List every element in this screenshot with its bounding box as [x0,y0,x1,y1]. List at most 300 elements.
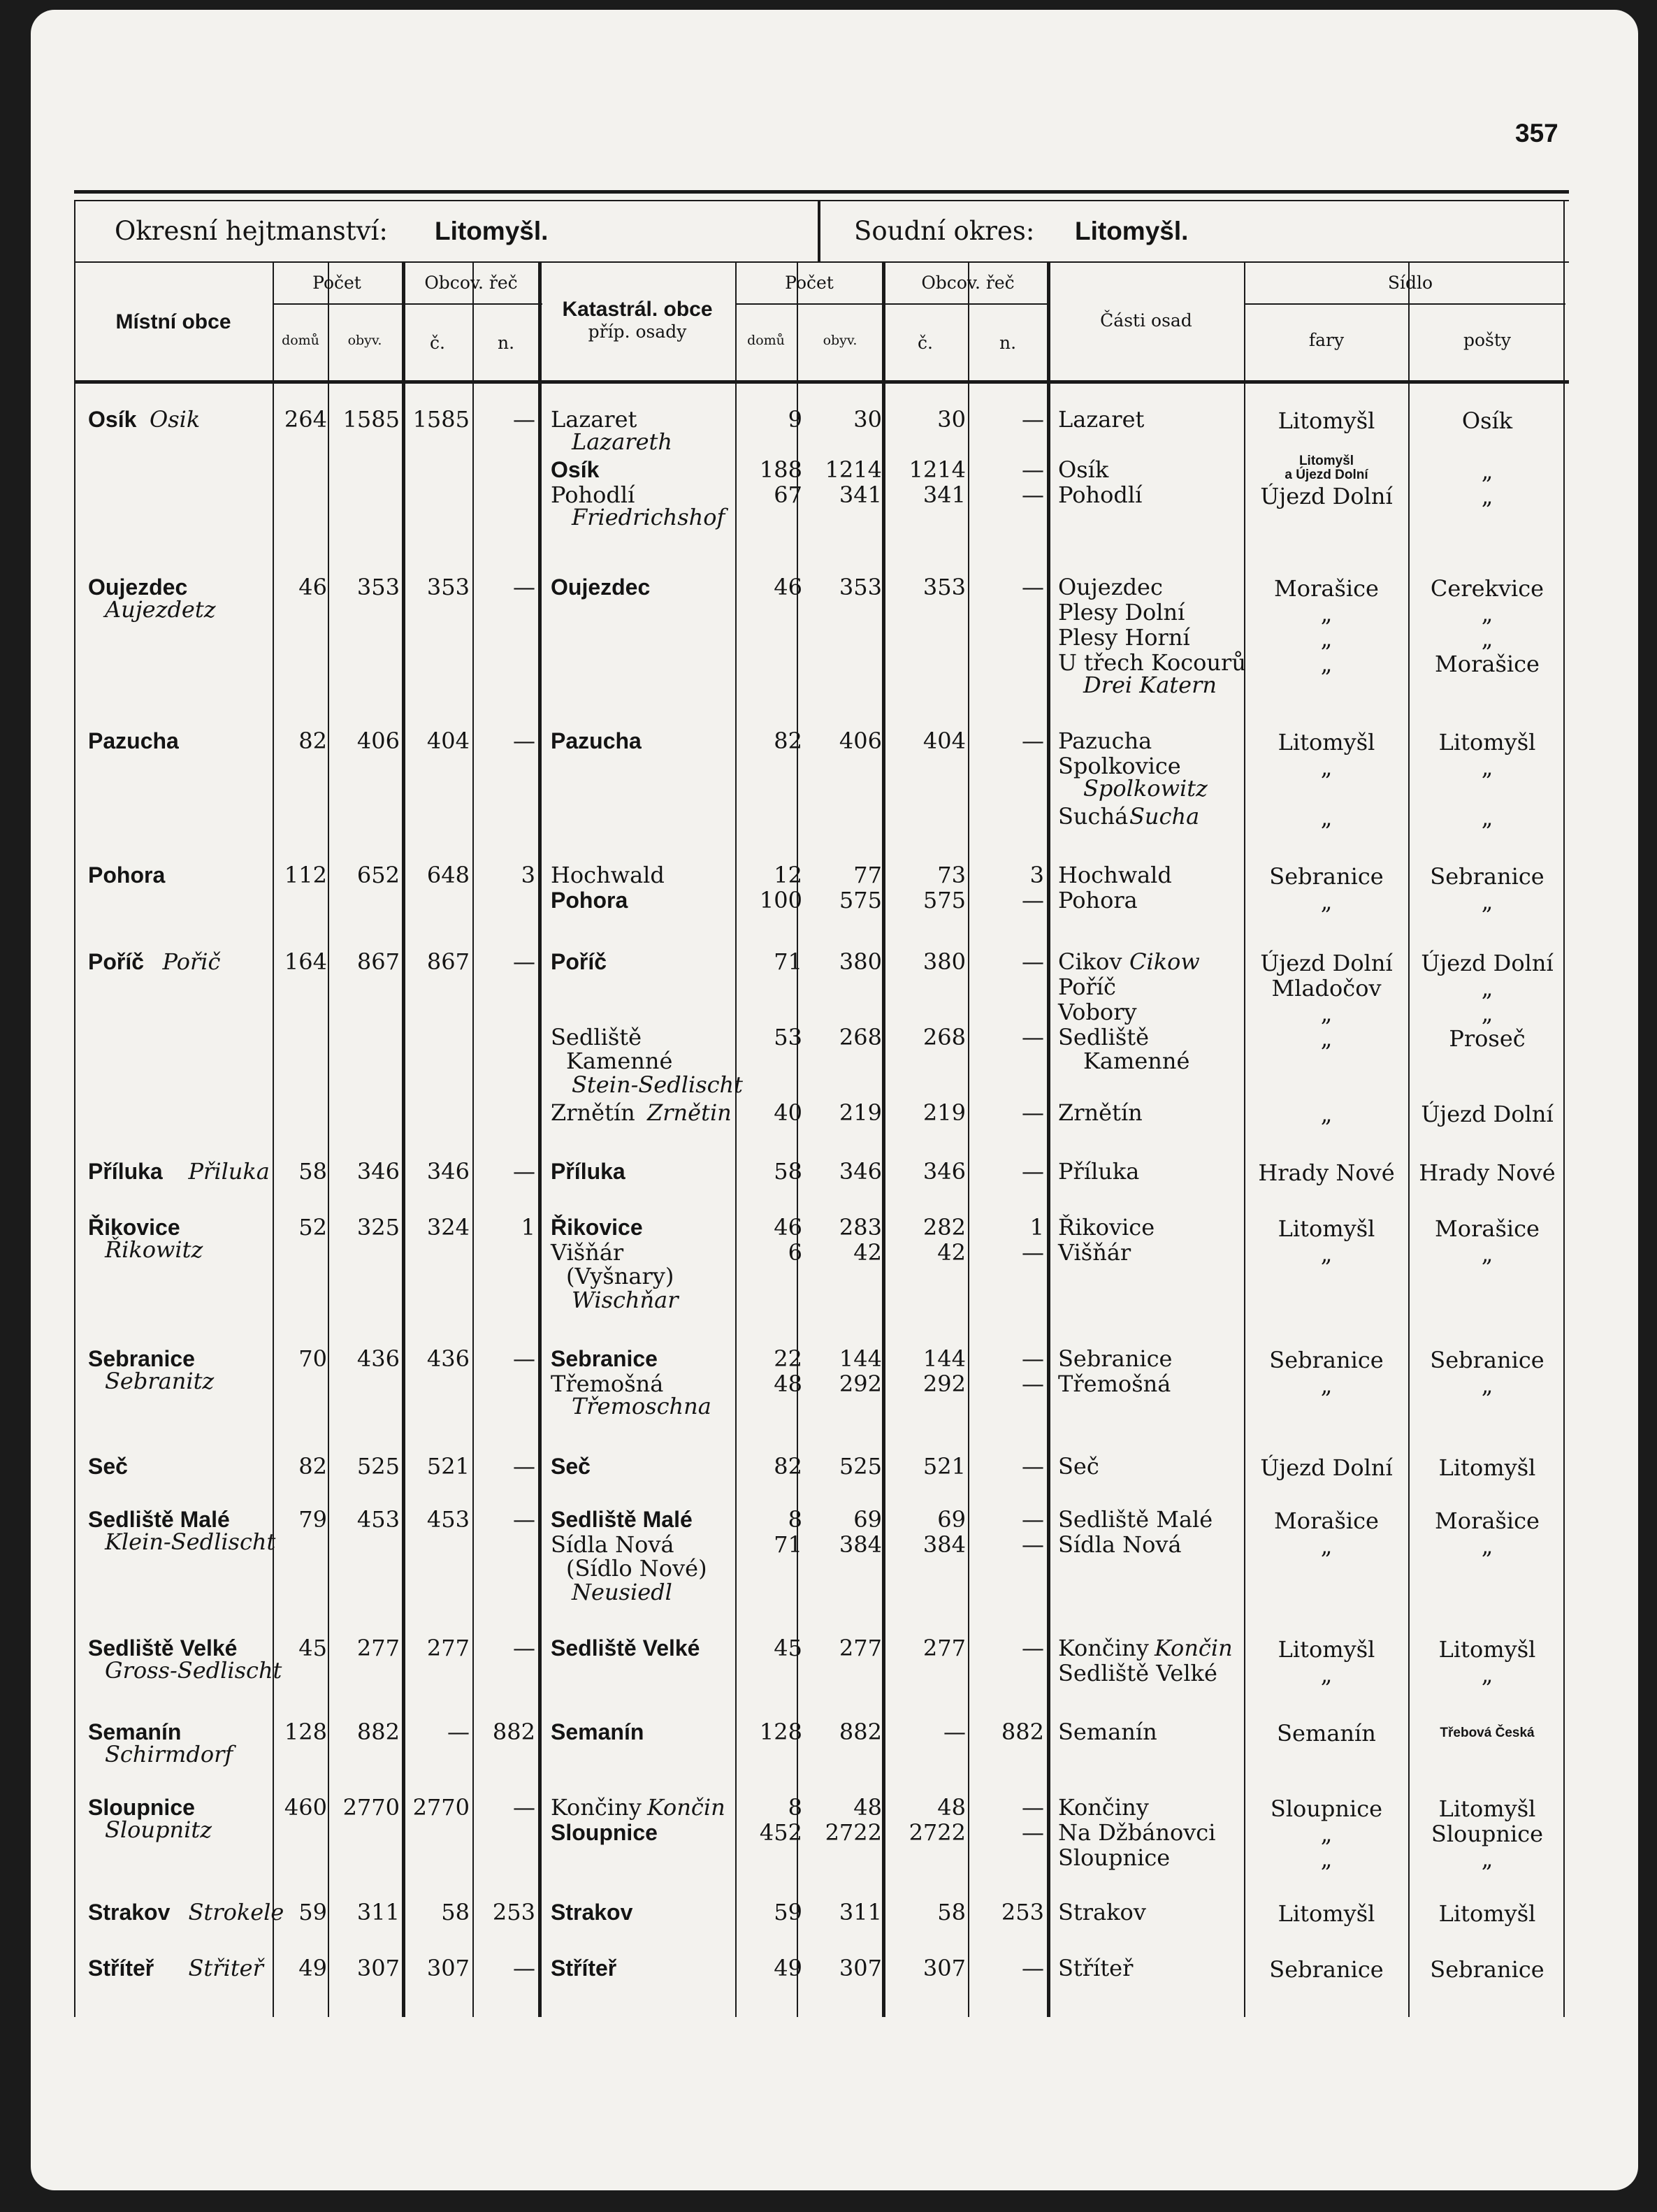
obec-name: Sloupnice [88,1795,195,1820]
katastr-name: Pohora [551,888,628,913]
katastr-name: Pazucha [551,728,642,753]
cast-osady: U třech Kocourů [1058,649,1246,676]
katastr-domu: 48 [774,1371,802,1397]
katastr-obyv: 346 [839,1158,882,1185]
header-title-divider [818,200,820,263]
sidlo-posty: Litomyšl [1438,1900,1536,1927]
katastr-nemecky: — [1022,1453,1044,1480]
obec-obyv: 882 [356,1719,400,1745]
obec-domu: 460 [284,1794,327,1821]
katastr-cesky: 1214 [909,456,966,483]
katastr-domu: 82 [774,1453,802,1480]
subheader-rule [735,303,1050,305]
cast-osady: Sedliště [1058,1024,1150,1050]
katastr-name: Sedliště [551,1024,642,1050]
col-n: n. [497,333,515,353]
obec-name: Strakov [88,1900,171,1925]
document-page [31,10,1638,2190]
sidlo-posty: Osík [1461,407,1513,434]
sidlo-fary: Újezd Dolní [1260,1454,1393,1481]
obec-nemecky: 1 [521,1214,535,1241]
katastr-name: Zrnětín [551,1099,635,1126]
katastr-cesky: 48 [937,1794,966,1821]
okres-value: Litomyšl. [435,217,549,245]
obec-cesky: 1585 [412,406,470,433]
sidlo-posty: „ [1481,1846,1493,1872]
katastr-nemecky: — [1022,1819,1044,1846]
obec-name: Osík [88,407,137,432]
katastr-nemecky: — [1022,1531,1044,1558]
obec-cesky: 58 [441,1899,470,1925]
sidlo-fary: Sebranice [1269,863,1384,890]
header-divider-rule [74,261,1569,263]
col-katastr-2: příp. osady [588,321,687,342]
sidlo-fary: „ [1320,1101,1333,1127]
katastr-cesky: 42 [937,1239,966,1266]
sidlo-fary: „ [1320,888,1333,915]
top-thin-rule [74,200,1569,201]
cast-osady: Končiny [1058,1635,1149,1661]
katastr-domu: 82 [774,728,802,754]
cast-osady-de: Končin [1155,1635,1233,1661]
katastr-obyv: 268 [839,1024,882,1050]
column-separator [968,263,969,2017]
cast-osady: Spolkovice [1058,753,1181,779]
obec-obyv: 353 [356,574,400,600]
obec-name: Sebranice [88,1346,195,1371]
col-pocet2: Počet [785,273,834,293]
col-sidlo: Sídlo [1387,273,1433,293]
katastr-name-de: Neusiedl [572,1579,672,1605]
katastr-name: Osík [551,457,600,482]
obec-domu: 59 [298,1899,327,1925]
cast-osady: Pohora [1058,887,1138,913]
cast-osady: Seč [1058,1453,1099,1480]
katastr-cesky: 73 [937,862,966,888]
obec-cesky: 307 [426,1955,470,1981]
column-separator [402,263,405,2017]
katastr-obyv: 219 [839,1099,882,1126]
obec-name-de: Strokele [188,1899,284,1925]
obec-nemecky: — [513,1635,535,1661]
obec-obyv: 2770 [342,1794,400,1821]
sidlo-posty: Litomyšl [1438,1454,1536,1481]
obec-name: Příluka [88,1159,163,1184]
cast-osady: Plesy Horní [1058,624,1190,651]
katastr-domu: 58 [774,1158,802,1185]
katastr-name: Končiny [551,1794,642,1821]
katastr-name: Stříteř [551,1956,617,1981]
sidlo-fary: „ [1320,1241,1333,1267]
katastr-cesky: 30 [937,406,966,433]
obec-name: Semanín [88,1719,182,1744]
katastr-cesky: 341 [922,482,966,508]
sidlo-posty: „ [1481,626,1493,652]
obec-obyv: 277 [356,1635,400,1661]
col-obcov-rec2: Obcov. řeč [921,273,1015,293]
katastr-cesky: 2722 [909,1819,966,1846]
cast-osady: Sebranice [1058,1345,1173,1372]
obec-domu: 49 [298,1955,327,1981]
sidlo-posty: „ [1481,1533,1493,1559]
katastr-domu: 71 [774,948,802,975]
obec-obyv: 311 [356,1899,400,1925]
cast-osady: Osík [1058,456,1109,483]
obec-nemecky: — [513,1453,535,1480]
col-domu2: domů [747,333,785,348]
katastr-cesky: 380 [922,948,966,975]
katastr-name: Lazaret [551,406,637,433]
katastr-cesky: 292 [922,1371,966,1397]
sidlo-fary: „ [1320,1821,1333,1847]
obec-obyv: 436 [356,1345,400,1372]
sidlo-fary-small: Litomyšl [1298,454,1354,468]
sidlo-fary: Litomyšl [1278,1215,1375,1242]
katastr-name-2: Kamenné [566,1048,673,1074]
katastr-cesky: 58 [937,1899,966,1925]
sidlo-posty: „ [1481,1241,1493,1267]
katastr-nemecky: — [1022,1371,1044,1397]
katastr-domu: 53 [774,1024,802,1050]
obec-cesky: 648 [426,862,470,888]
sidlo-posty: Cerekvice [1430,575,1544,602]
obec-nemecky: 253 [492,1899,535,1925]
sidlo-fary: „ [1320,1846,1333,1872]
obec-name: Poříč [88,949,145,974]
katastr-cesky: 277 [922,1635,966,1661]
katastr-obyv: 384 [839,1531,882,1558]
sidlo-posty: „ [1481,1000,1493,1027]
katastr-name-de: Stein-Sedlischt [572,1071,743,1098]
katastr-name: Sedliště Malé [551,1507,693,1532]
katastr-name: Sebranice [551,1346,658,1371]
soud-label: Soudní okres: [854,216,1035,246]
sidlo-posty: Hrady Nové [1419,1159,1556,1186]
obec-obyv: 867 [356,948,400,975]
katastr-nemecky: — [1022,1955,1044,1981]
cast-osady: Strakov [1058,1899,1146,1925]
column-separator [882,263,885,2017]
cast-osady: Pazucha [1058,728,1152,754]
obec-name-de: Sloupnitz [105,1816,212,1843]
katastr-nemecky: — [1022,574,1044,600]
obec-obyv: 406 [356,728,400,754]
sidlo-posty: Újezd Dolní [1421,1101,1554,1127]
sidlo-posty: „ [1481,483,1493,509]
katastr-nemecky: — [1022,1239,1044,1266]
obec-name-de: Osik [150,406,201,433]
katastr-obyv: 341 [839,482,882,508]
obec-domu: 46 [298,574,327,600]
cast-osady: Sedliště Velké [1058,1660,1217,1686]
katastr-nemecky: 253 [1001,1899,1044,1925]
katastr-domu: 8 [788,1794,802,1821]
col-obcov-rec: Obcov. řeč [424,273,518,293]
col-c2: č. [918,333,933,353]
sidlo-fary: Semanín [1277,1720,1376,1747]
sidlo-fary: Morašice [1274,1508,1379,1534]
obec-obyv: 652 [356,862,400,888]
col-katastr: Katastrál. obce [562,298,713,321]
katastr-obyv: 42 [853,1239,882,1266]
sidlo-posty: „ [1481,458,1493,484]
katastr-cesky: 219 [922,1099,966,1126]
obec-obyv: 525 [356,1453,400,1480]
sidlo-fary: „ [1320,1372,1333,1398]
obec-domu: 70 [298,1345,327,1372]
katastr-cesky: 346 [922,1158,966,1185]
obec-nemecky: — [513,406,535,433]
sidlo-fary: Litomyšl [1278,1900,1375,1927]
column-separator [273,263,274,2017]
sidlo-fary: „ [1320,754,1333,781]
katastr-nemecky: — [1022,456,1044,483]
cast-osady: Lazaret [1058,406,1145,433]
obec-name-de: Pořič [162,948,221,975]
obec-name-de: Přiluka [188,1158,270,1185]
katastr-domu: 71 [774,1531,802,1558]
cast-osady: Hochwald [1058,862,1172,888]
cast-osady: Semanín [1058,1719,1157,1745]
katastr-domu: 100 [759,887,802,913]
katastr-cesky: 353 [922,574,966,600]
sidlo-posty: Morašice [1435,1215,1540,1242]
katastr-obyv: 575 [839,887,882,913]
column-separator [1047,263,1050,2017]
sidlo-fary: Morašice [1274,575,1379,602]
katastr-name: Příluka [551,1159,625,1184]
cast-osady-de: Cikow [1129,948,1200,975]
katastr-obyv: 406 [839,728,882,754]
obec-cesky: 404 [426,728,470,754]
katastr-cesky: 144 [922,1345,966,1372]
sidlo-posty: „ [1481,804,1493,831]
katastr-obyv: 292 [839,1371,882,1397]
obec-nemecky: — [513,1506,535,1533]
katastr-nemecky: — [1022,1794,1044,1821]
katastr-obyv: 525 [839,1453,882,1480]
katastr-name-de: Třemoschna [572,1393,711,1419]
obec-name-de: Klein-Sedlischt [105,1528,276,1555]
cast-osady: Končiny [1058,1794,1149,1821]
sidlo-posty: „ [1481,975,1493,1002]
obec-nemecky: — [513,1794,535,1821]
cast-osady: Višňár [1058,1239,1131,1266]
obec-name-de: Schirmdorf [105,1741,233,1768]
sidlo-posty-small: Třebová Česká [1440,1726,1535,1740]
katastr-obyv: 307 [839,1955,882,1981]
katastr-obyv: 2722 [825,1819,882,1846]
sidlo-fary: „ [1320,651,1333,677]
obec-nemecky: — [513,1345,535,1372]
column-separator [472,263,474,2017]
col-fary: fary [1308,330,1345,350]
sidlo-posty: Újezd Dolní [1421,950,1554,976]
cast-osady-de: Sucha [1129,803,1200,830]
sidlo-fary: „ [1320,1025,1333,1052]
subheader-rule [1244,303,1565,305]
obec-nemecky: — [513,1158,535,1185]
sidlo-fary: „ [1320,1000,1333,1027]
obec-domu: 58 [298,1158,327,1185]
cast-osady: Vobory [1058,999,1137,1025]
sidlo-posty: „ [1481,1661,1493,1688]
col-casti-osad: Části osad [1100,310,1192,331]
sidlo-posty: Morašice [1435,1508,1540,1534]
col-obyv: obyv. [347,333,382,348]
cast-osady-de: Spolkowitz [1083,775,1208,802]
katastr-name: Sloupnice [551,1820,658,1845]
column-separator [1244,263,1245,2017]
obec-name: Sedliště Malé [88,1507,230,1532]
column-separator [538,263,542,2017]
katastr-obyv: 380 [839,948,882,975]
obec-name: Oujezdec [88,574,188,600]
obec-name: Řikovice [88,1215,180,1240]
obec-nemecky: — [513,948,535,975]
katastr-domu: 46 [774,574,802,600]
katastr-domu: 45 [774,1635,802,1661]
cast-osady-2: Kamenné [1083,1048,1190,1074]
katastr-cesky: 575 [922,887,966,913]
col-n2: n. [999,333,1017,353]
obec-obyv: 325 [356,1214,400,1241]
katastr-cesky: 69 [937,1506,966,1533]
katastr-name: Hochwald [551,862,665,888]
cast-osady: Stříteř [1058,1955,1134,1981]
cast-osady: Řikovice [1058,1214,1155,1241]
sidlo-fary: „ [1320,626,1333,652]
sidlo-posty: Sebranice [1430,863,1544,890]
sidlo-posty: Sebranice [1430,1347,1544,1373]
katastr-name: Seč [551,1454,591,1479]
sidlo-fary: Hrady Nové [1258,1159,1395,1186]
cast-osady: Cikov [1058,948,1122,975]
obec-domu: 264 [284,406,327,433]
katastr-name-2: (Sídlo Nové) [566,1555,707,1582]
obec-name-de: Střiteř [188,1955,263,1981]
sidlo-posty: „ [1481,600,1493,627]
katastr-name-de: Wischňar [572,1287,679,1313]
sidlo-posty: Litomyšl [1438,729,1536,756]
col-obyv2: obyv. [823,333,858,348]
katastr-domu: 22 [774,1345,802,1372]
katastr-name: Řikovice [551,1215,643,1240]
katastr-nemecky: — [1022,1635,1044,1661]
sidlo-fary: „ [1320,600,1333,627]
sidlo-posty: Sebranice [1430,1956,1544,1983]
obec-name: Sedliště Velké [88,1635,238,1661]
katastr-nemecky: — [1022,1024,1044,1050]
cast-osady: Sloupnice [1058,1844,1171,1871]
obec-cesky: 324 [426,1214,470,1241]
katastr-domu: 40 [774,1099,802,1126]
katastr-nemecky: 882 [1001,1719,1044,1745]
sidlo-fary: Sebranice [1269,1956,1384,1983]
obec-obyv: 453 [356,1506,400,1533]
katastr-domu: 59 [774,1899,802,1925]
sidlo-posty: Litomyšl [1438,1795,1536,1822]
column-separator [1408,263,1410,2017]
katastr-nemecky: — [1022,1345,1044,1372]
cast-osady: Plesy Dolní [1058,599,1185,626]
katastr-nemecky: — [1022,887,1044,913]
sidlo-fary: Litomyšl [1278,729,1375,756]
obec-obyv: 346 [356,1158,400,1185]
katastr-name: Sedliště Velké [551,1635,700,1661]
obec-cesky: 867 [426,948,470,975]
katastr-domu: 67 [774,482,802,508]
katastr-obyv: 882 [839,1719,882,1745]
katastr-name: Strakov [551,1900,633,1925]
cast-osady: Sedliště Malé [1058,1506,1213,1533]
column-separator [797,263,798,2017]
katastr-cesky: 404 [922,728,966,754]
katastr-domu: 8 [788,1506,802,1533]
page-number: 357 [1515,119,1558,147]
katastr-nemecky: — [1022,1506,1044,1533]
obec-name-de: Gross-Sedlischt [105,1657,282,1684]
sidlo-fary: Sebranice [1269,1347,1384,1373]
obec-nemecky: 882 [492,1719,535,1745]
obec-cesky: 346 [426,1158,470,1185]
obec-name-de: Aujezdetz [105,596,216,623]
obec-cesky: 353 [426,574,470,600]
cast-osady-de: Drei Katern [1083,672,1217,698]
katastr-obyv: 283 [839,1214,882,1241]
katastr-nemecky: — [1022,728,1044,754]
cast-osady: Poříč [1058,974,1116,1000]
katastr-obyv: 277 [839,1635,882,1661]
katastr-domu: 9 [788,406,802,433]
col-pocet: Počet [312,273,361,293]
obec-nemecky: — [513,728,535,754]
katastr-domu: 452 [759,1819,802,1846]
katastr-cesky: 307 [922,1955,966,1981]
katastr-name: Pohodlí [551,482,635,508]
katastr-nemecky: — [1022,948,1044,975]
katastr-obyv: 1214 [825,456,882,483]
sidlo-fary: Újezd Dolní [1260,950,1393,976]
sidlo-posty: „ [1481,754,1493,781]
obec-name-de: Řikowitz [105,1236,203,1263]
sidlo-fary: „ [1320,804,1333,831]
column-separator [735,263,737,2017]
sidlo-posty: Morašice [1435,651,1540,677]
katastr-nemecky: — [1022,406,1044,433]
cast-osady: Oujezdec [1058,574,1163,600]
katastr-cesky: 282 [922,1214,966,1241]
katastr-name: Oujezdec [551,574,651,600]
katastr-domu: 6 [788,1239,802,1266]
sidlo-fary: Mladočov [1271,975,1382,1002]
katastr-domu: 128 [759,1719,802,1745]
katastr-name: Třemošná [551,1371,664,1397]
obec-nemecky: 3 [521,862,535,888]
katastr-cesky: 268 [922,1024,966,1050]
sidlo-fary: „ [1320,1661,1333,1688]
katastr-nemecky: 1 [1029,1214,1044,1241]
sidlo-posty: „ [1481,888,1493,915]
cast-osady: Zrnětín [1058,1099,1143,1126]
obec-cesky: — [447,1719,470,1745]
katastr-obyv: 353 [839,574,882,600]
obec-domu: 164 [284,948,327,975]
katastr-nemecky: — [1022,1099,1044,1126]
katastr-name-de: Končin [647,1794,725,1821]
sidlo-fary: Litomyšl [1278,1636,1375,1663]
katastr-obyv: 48 [853,1794,882,1821]
